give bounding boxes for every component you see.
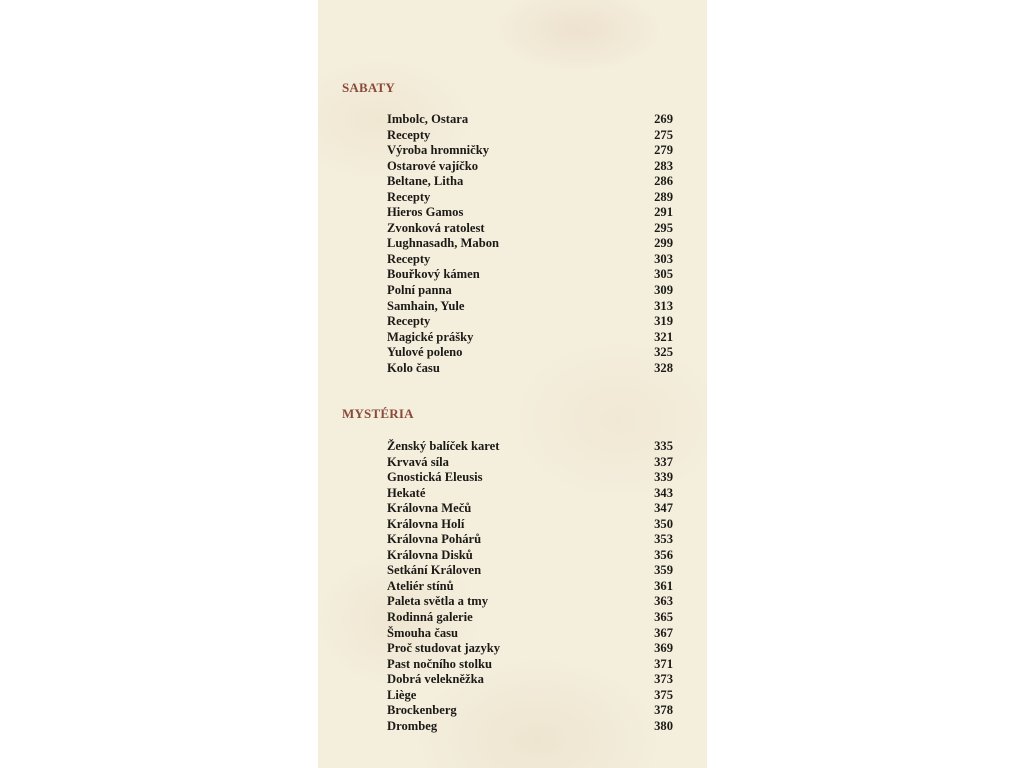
toc-entry [387,594,673,610]
toc-entry [387,517,673,533]
toc-entry [387,361,673,377]
toc-entry-page-number: 286 [654,174,673,189]
toc-entry-title: Setkání Královen [387,563,482,578]
toc-entry-page-number: 375 [654,687,673,702]
toc-entry-page-number: 325 [654,345,673,360]
toc-entry [387,314,673,330]
toc-entry-page-number: 299 [654,236,673,251]
toc-entry [387,470,673,486]
toc-entry [387,579,673,595]
toc-entry-page-number: 371 [654,656,673,671]
toc-entry-title: Paleta světla a tmy [387,594,489,609]
toc-entry [387,641,673,657]
toc-entry [387,610,673,626]
toc-entry-page-number: 328 [654,360,673,375]
toc-entry-page-number: 367 [654,625,673,640]
toc-entry-page-number: 309 [654,283,673,298]
toc-entry-page-number: 335 [654,439,673,453]
toc-entry-page-number: 343 [654,485,673,500]
toc-entry-title: Kolo času [387,360,440,375]
toc-entry-title: Liège [387,687,417,702]
toc-entry-page-number: 339 [654,470,673,485]
toc-entry-page-number: 313 [654,298,673,313]
toc-entry [387,221,673,237]
toc-entry-title: Ateliér stínů [387,578,454,593]
toc-entry-title: Imbolc, Ostara [387,112,469,126]
toc-entry-title: Šmouha času [387,625,459,640]
toc-entry [387,330,673,346]
toc-entry-page-number: 275 [654,127,673,142]
toc-entry-title: Past nočního stolku [387,656,492,671]
toc-entry-title: Královna Mečů [387,501,472,516]
toc-entry [387,236,673,252]
toc-entry-title: Polní panna [387,283,452,298]
toc-entry [387,501,673,517]
toc-entry-page-number: 353 [654,532,673,547]
toc-entry [387,703,673,719]
toc-entry-title: Zvonková ratolest [387,220,485,235]
toc-entry-title: Yulové poleno [387,345,463,360]
toc-entry-page-number: 321 [654,329,673,344]
toc-entry-title: Recepty [387,127,431,142]
toc-entry-title: Proč studovat jazyky [387,641,501,656]
toc-entry-page-number: 279 [654,143,673,158]
toc-entry-page-number: 380 [654,718,673,733]
toc-entry-title: Gnostická Eleusis [387,470,483,485]
toc-entry [387,688,673,704]
toc-entry [387,532,673,548]
toc-entry-page-number: 350 [654,516,673,531]
toc-entry-title: Hekaté [387,485,426,500]
toc-entry [387,563,673,579]
toc-list-sabaty [387,112,673,376]
toc-entry-title: Magické prášky [387,329,474,344]
toc-entry-page-number: 319 [654,314,673,329]
toc-entry-title: Královna Pohárů [387,532,482,547]
toc-entry-page-number: 283 [654,158,673,173]
toc-entry-title: Drombeg [387,718,438,733]
toc-entry [387,112,673,128]
toc-entry [387,657,673,673]
toc-entry [387,128,673,144]
toc-entry [387,486,673,502]
toc-entry-title: Brockenberg [387,703,457,718]
toc-entry [387,439,673,455]
toc-entry-page-number: 373 [654,672,673,687]
toc-entry-title: Hieros Gamos [387,205,464,220]
toc-entry [387,252,673,268]
toc-entry-title: Krvavá síla [387,454,449,469]
toc-entry-title: Bouřkový kámen [387,267,480,282]
section-heading-sabaty: SABATY [342,80,395,95]
toc-entry-title: Výroba hromničky [387,143,490,158]
toc-entry-title: Beltane, Litha [387,174,464,189]
section-heading-mysteria: MYSTÉRIA [342,406,414,421]
toc-entry-title: Královna Disků [387,547,473,562]
toc-entry-page-number: 365 [654,610,673,625]
toc-entry-title: Recepty [387,251,431,266]
toc-entry-page-number: 295 [654,220,673,235]
toc-entry [387,174,673,190]
toc-entry [387,455,673,471]
toc-entry-page-number: 291 [654,205,673,220]
toc-entry-page-number: 269 [654,112,673,126]
toc-entry [387,205,673,221]
toc-entry-title: Recepty [387,314,431,329]
toc-entry-page-number: 363 [654,594,673,609]
toc-entry-page-number: 369 [654,641,673,656]
toc-entry-title: Dobrá velekněžka [387,672,484,687]
toc-entry-title: Ostarové vajíčko [387,158,479,173]
toc-entry-page-number: 289 [654,189,673,204]
toc-entry-page-number: 303 [654,251,673,266]
toc-entry-title: Recepty [387,189,431,204]
toc-entry-title: Lughnasadh, Mabon [387,236,499,251]
toc-entry [387,190,673,206]
toc-entry-page-number: 356 [654,547,673,562]
toc-entry-page-number: 305 [654,267,673,282]
toc-entry [387,283,673,299]
toc-entry [387,143,673,159]
toc-entry [387,626,673,642]
toc-entry-title: Královna Holí [387,516,465,531]
toc-entry-title: Rodinná galerie [387,610,473,625]
toc-entry-page-number: 337 [654,454,673,469]
toc-entry-page-number: 347 [654,501,673,516]
toc-entry [387,719,673,735]
toc-entry-title: Samhain, Yule [387,298,465,313]
book-page [318,0,707,768]
toc-entry [387,548,673,564]
toc-entry [387,672,673,688]
toc-entry-page-number: 361 [654,578,673,593]
toc-entry [387,299,673,315]
toc-entry-page-number: 378 [654,703,673,718]
toc-entry [387,267,673,283]
toc-entry-page-number: 359 [654,563,673,578]
toc-list-mysteria [387,439,673,734]
toc-entry-title: Ženský balíček karet [387,439,500,453]
toc-entry [387,345,673,361]
toc-entry [387,159,673,175]
